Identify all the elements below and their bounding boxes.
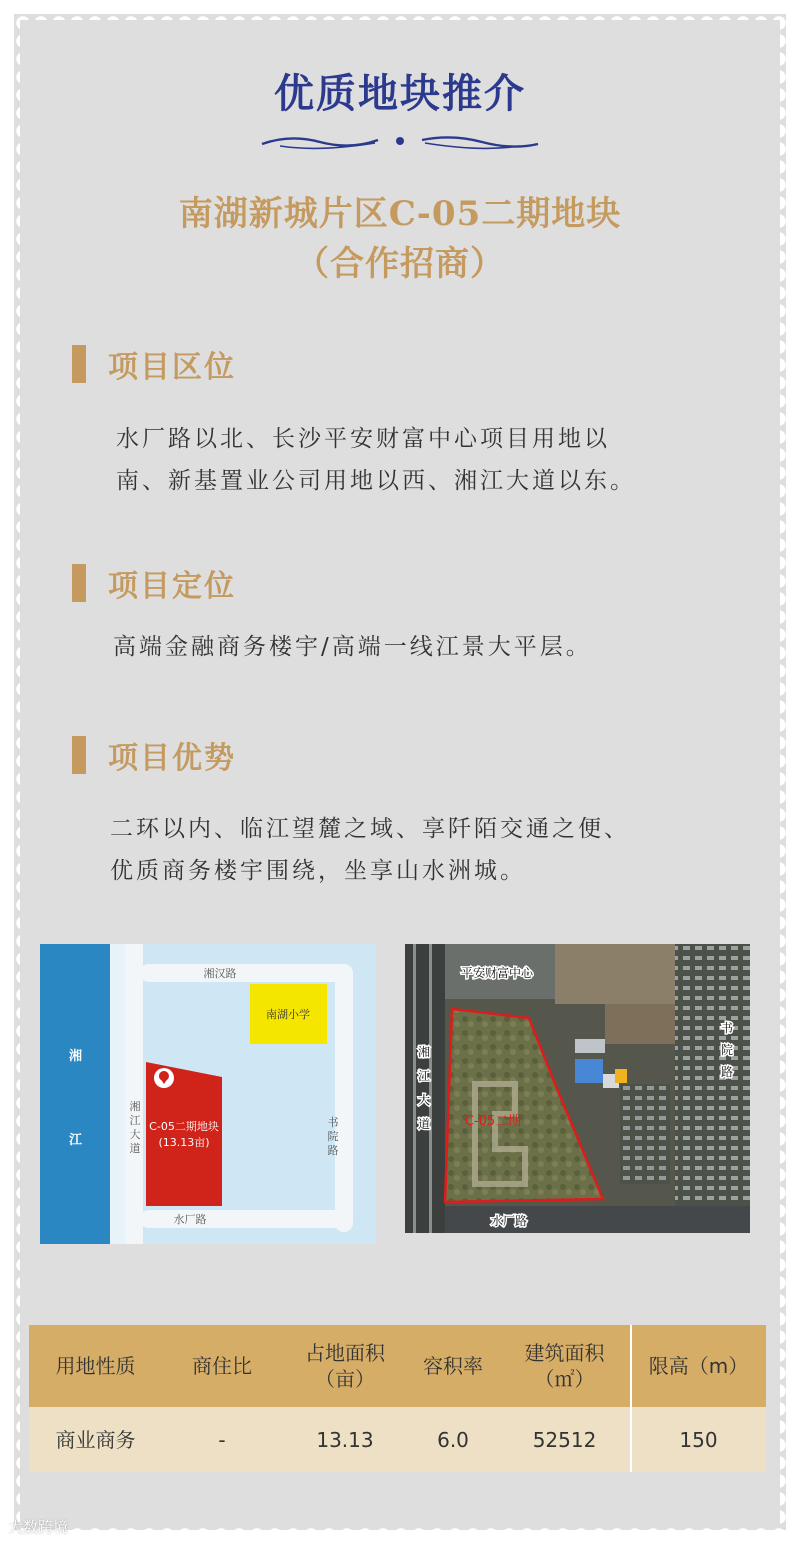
section-marker [72,564,86,602]
paragraph-line: 优质商务楼宇围绕，坐享山水洲城。 [110,858,526,884]
table-header-cell: 占地面积 （亩） [305,1341,385,1391]
table-cell: 商业商务 [55,1427,136,1452]
table-header-cell: 商住比 [192,1354,252,1378]
road-label: 大 [417,1093,431,1107]
table-cell: 13.13 [316,1427,374,1452]
road-label: 道 [417,1117,431,1131]
river-band [40,944,110,1244]
road-right [335,964,353,1232]
section-marker [72,736,86,774]
road-label: 江 [417,1069,431,1083]
road-label: 大 [129,1128,141,1141]
table-cell: 6.0 [437,1427,469,1452]
section-heading-advantages [72,735,236,775]
section-title: 项目区位 [108,350,236,385]
road-label: 路 [327,1144,339,1157]
road-label: 道 [129,1142,141,1155]
paragraph-line: 高端金融商务楼宇/高端一线江景大平层。 [113,634,592,660]
section-title: 项目优势 [108,741,236,776]
road-label: 书 [720,1021,734,1035]
table-cell: - [218,1427,226,1452]
road-label: 水厂路 [173,1213,207,1226]
watermark: 大数跨境 [8,1518,69,1536]
road-label: 书 [327,1116,339,1129]
table-header-cell: 用地性质 [55,1354,136,1378]
plot-name: 南湖新城片区C-05二期地块 [178,194,622,234]
paragraph-line: 二环以内、临江望麓之域、享阡陌交通之便、 [110,816,630,842]
advantages-text [110,808,630,892]
school-label: 南湖小学 [266,1008,310,1021]
road-label: 湘 [417,1045,431,1059]
plot-name-note: （合作招商） [295,244,505,284]
road-label: 湘汉路 [203,967,237,980]
location-text [116,418,636,502]
paragraph-line: 南、新基置业公司用地以西、湘江大道以东。 [116,468,636,494]
wave-divider [260,132,540,152]
aerial-map [405,944,750,1233]
positioning-text [113,626,592,668]
plot-area-label: (13.13亩) [158,1136,210,1149]
river-label: 江 [69,1133,83,1148]
plot-info-table [29,1325,766,1472]
road-bottom [140,1210,350,1228]
road-left [125,944,143,1244]
river-label: 湘 [69,1049,83,1064]
road-label: 路 [720,1065,734,1079]
road-label: 院 [327,1130,339,1143]
section-heading-location [72,344,236,384]
road-label: 院 [720,1043,734,1057]
table-cell: 150 [679,1427,718,1452]
section-title: 项目定位 [108,569,236,604]
table-divider [630,1325,632,1472]
road-label: 湘 [129,1100,141,1113]
schematic-map [40,944,376,1244]
table-header-cell: 建筑面积 （㎡） [524,1341,605,1391]
table-cell: 52512 [532,1427,597,1452]
plot-label: C-05二期地块 [149,1120,219,1133]
table-header-cell: 限高（m） [648,1354,749,1378]
road-label: 水厂路 [490,1214,528,1228]
paragraph-line: 水厂路以北、长沙平安财富中心项目用地以 [116,426,610,452]
section-marker [72,345,86,383]
road-label: 江 [129,1114,141,1127]
landmark-label: 平安财富中心 [460,966,534,980]
section-heading-positioning [72,563,236,603]
page-title: 优质地块推介 [274,71,526,117]
table-header-cell: 容积率 [423,1354,483,1378]
road-top [140,964,350,982]
plot-label: C-05二期 [464,1114,522,1129]
